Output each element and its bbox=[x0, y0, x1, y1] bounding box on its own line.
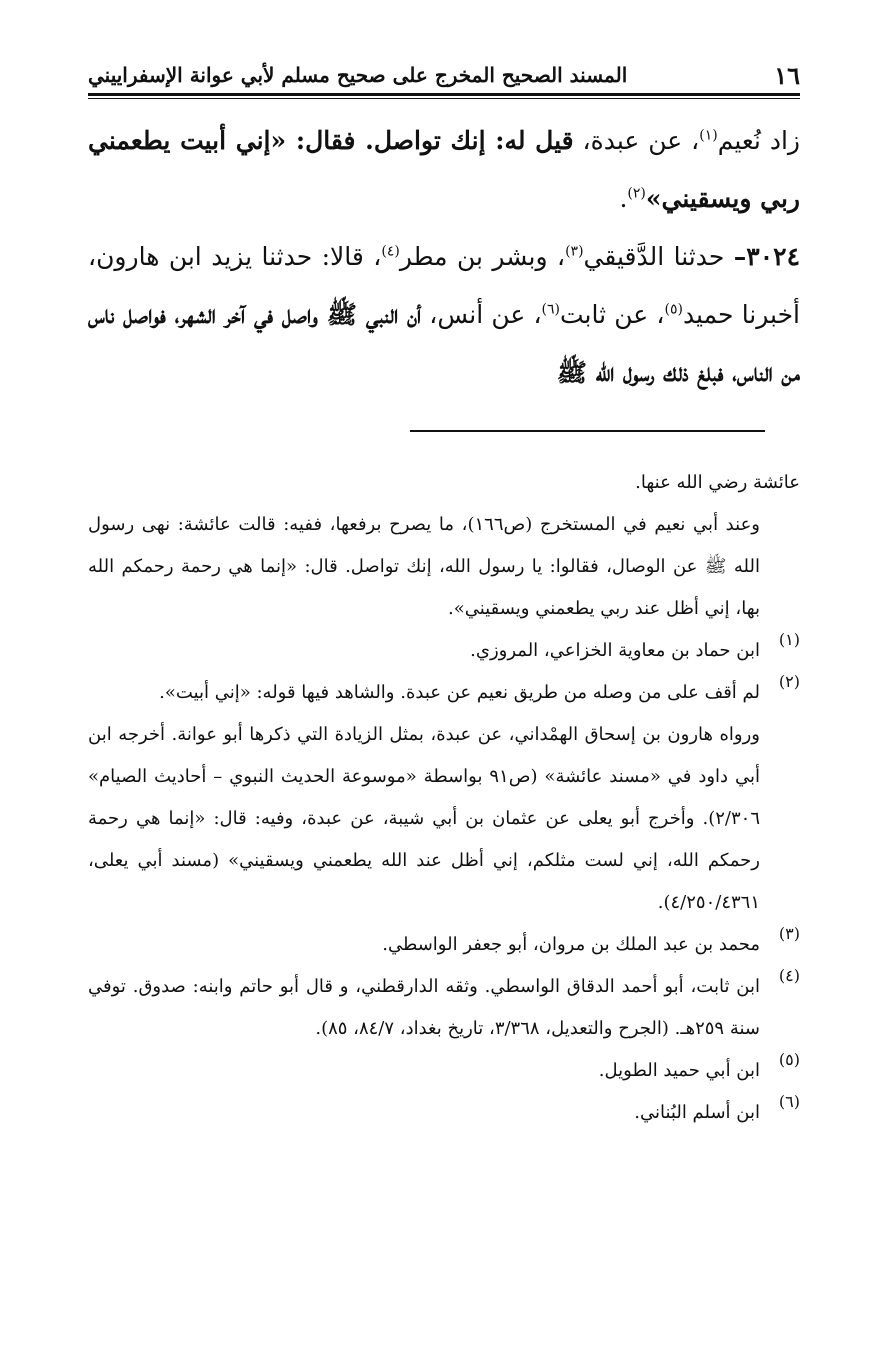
footnote-ref: (٤) bbox=[381, 243, 400, 260]
footnote-ref: (٣) bbox=[565, 243, 584, 260]
hadith-number: ٣٠٢٤– bbox=[733, 242, 800, 271]
footnote-3 bbox=[88, 924, 800, 966]
footnote-number: (٦) bbox=[778, 1092, 800, 1111]
footnote-1 bbox=[88, 630, 800, 672]
footnote-2-continuation: ورواه هارون بن إسحاق الهمْداني، عن عبدة، بمثل الزيادة التي ذكرها أبو عوانة. أخرجه ابن أبي داود في «مسند عائشة» (ص٩١ بواسطة «موسوعة الحديث النبوي – أحاديث الصيام» ٢/٣٠٦). وأخرج أبو يعلى عن عثمان بن أبي شيبة، عن عبدة، وفيه: قال: «إنما هي رحمة رحمكم الله، إني لست مثلكم، إني أظل عند الله يطعمني ويسقيني» (مسند أبي يعلى، ٤/٢٥٠/٤٣٦١). bbox=[88, 724, 760, 913]
footnote-4 bbox=[88, 966, 800, 1050]
text-run: حدثنا الدَّقيقي bbox=[583, 242, 734, 271]
footnote-text: ابن أبي حميد الطويل. bbox=[598, 1060, 760, 1081]
main-paragraph-1 bbox=[88, 112, 800, 228]
bold-text-run: أن النبي ﷺ واصل في آخر الشهر، فواصل ناس من الناس، فبلغ ذلك رسول الله ﷺ bbox=[88, 300, 800, 387]
footnote-ref: (١) bbox=[699, 127, 718, 144]
footnote-5 bbox=[88, 1050, 800, 1092]
bold-text-run: قيل له: إنك تواصل. فقال: bbox=[286, 126, 574, 155]
footnote-ref: (٦) bbox=[541, 301, 560, 318]
footnote-text: ابن حماد بن معاوية الخزاعي، المروزي. bbox=[470, 640, 760, 661]
text-run: . bbox=[619, 184, 628, 213]
footnote-number: (١) bbox=[778, 630, 800, 649]
page-header bbox=[88, 58, 800, 92]
footnote-number: (٥) bbox=[778, 1050, 800, 1069]
quote-text: «إني أبيت يطعمني ربي ويسقيني» bbox=[88, 126, 800, 213]
footnote-ref: (٢) bbox=[627, 185, 646, 202]
text-run: ، وبشر بن مطر bbox=[399, 242, 566, 271]
footnote-2 bbox=[88, 672, 800, 714]
page-number: ١٦ bbox=[774, 60, 800, 90]
footnote-text: ابن ثابت، أبو أحمد الدقاق الواسطي. وثقه الدارقطني، و قال أبو حاتم وابنه: صدوق. توفي سنة ٢٥٩هـ. (الجرح والتعديل، ٣/٣٦٨، تاريخ بغداد، ٨٤/٧، ٨٥). bbox=[88, 976, 760, 1039]
text-run: ، قالا: حدثنا يزيد ابن هارون، أخبرنا حميد bbox=[88, 242, 801, 329]
footnote-continuation-paragraph: وعند أبي نعيم في المستخرج (ص١٦٦)، ما يصرح برفعها، ففيه: قالت عائشة: نهى رسول الله ﷺ عن الوصال، فقالوا: يا رسول الله، إنك تواصل. قال: «إنما هي رحمة رحمكم الله بها، إني أظل عند ربي يطعمني ويسقيني». bbox=[88, 514, 760, 619]
hadith-paragraph bbox=[88, 228, 800, 402]
header-rule-thin bbox=[88, 98, 800, 99]
footnote-continuation: عائشة رضي الله عنها. bbox=[635, 472, 800, 493]
footnote-number: (٣) bbox=[778, 924, 800, 943]
footnote-text: لم أقف على من وصله من طريق نعيم عن عبدة. والشاهد فيها قوله: «إني أبيت». bbox=[159, 682, 760, 703]
running-title: المسند الصحيح المخرج على صحيح مسلم لأبي عوانة الإسفراييني bbox=[88, 63, 628, 87]
footnote-separator bbox=[410, 430, 765, 432]
header-rule-thick bbox=[88, 93, 800, 96]
footnote-number: (٢) bbox=[778, 672, 800, 691]
text-run: زاد نُعيم bbox=[717, 126, 800, 155]
footnote-number: (٤) bbox=[778, 966, 800, 985]
footnote-text: محمد بن عبد الملك بن مروان، أبو جعفر الواسطي. bbox=[382, 934, 760, 955]
text-run: ، عن أنس، bbox=[421, 300, 542, 329]
text-run: ، عن عبدة، bbox=[573, 126, 700, 155]
footnote-text: ابن أسلم البُناني. bbox=[634, 1102, 760, 1123]
footnote-ref: (٥) bbox=[664, 301, 683, 318]
footnotes bbox=[88, 462, 800, 1134]
main-text bbox=[88, 112, 800, 402]
text-run: ، عن ثابت bbox=[560, 300, 665, 329]
footnote-6 bbox=[88, 1092, 800, 1134]
